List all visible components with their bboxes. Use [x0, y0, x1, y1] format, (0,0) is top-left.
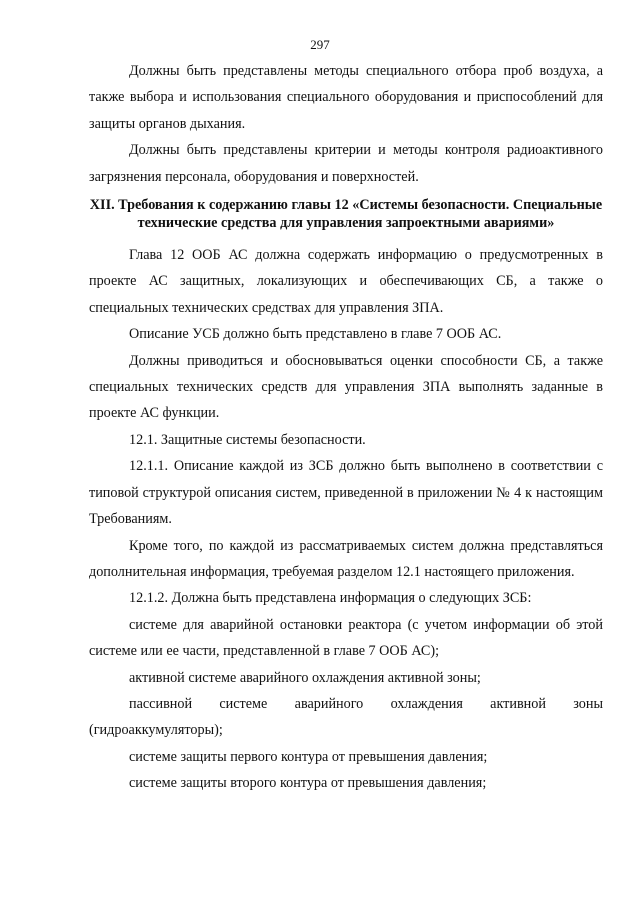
paragraph: Должны быть представлены критерии и методы контроля радиоактивного загрязнения персонала, оборудования и поверхностей. — [89, 142, 603, 185]
list-item: системе защиты первого контура от превышения давления; — [129, 748, 488, 765]
paragraph: Должны приводиться и обосновываться оценки способности СБ, а также специальных технических средств для управления ЗПА выполнять заданные в проекте АС функции. — [89, 352, 603, 422]
page-content — [89, 58, 603, 797]
paragraph: Описание УСБ должно быть представлено в главе 7 ООБ АС. — [129, 326, 502, 343]
section-heading: XII. Требования к содержанию главы 12 «Системы безопасности. Специальные технические средства для управления запроектными авариями» — [89, 197, 603, 231]
paragraph: Кроме того, по каждой из рассматриваемых систем должна представляться дополнительная информация, требуемая разделом 12.1 настоящего приложения. — [89, 537, 603, 580]
paragraph: Глава 12 ООБ АС должна содержать информацию о предусмотренных в проекте АС защитных, локализующих и обеспечивающих СБ, а также о специальных технических средствах для управления ЗПА. — [89, 247, 603, 316]
list-item: системе защиты второго контура от превышения давления; — [129, 775, 487, 792]
paragraph: Должны быть представлены методы специального отбора проб воздуха, а также выбора и использования специального оборудования и приспособлений для защиты органов дыхания. — [89, 63, 603, 132]
page-number: 297 — [310, 37, 330, 52]
paragraph: 12.1.1. Описание каждой из ЗСБ должно быть выполнено в соответствии с типовой структурой описания систем, приведенной в приложении № 4 к настоящим Требованиям. — [89, 458, 603, 528]
list-item: системе для аварийной остановки реактора (с учетом информации об этой системе или ее части, представленной в главе 7 ООБ АС); — [89, 616, 603, 660]
paragraph: 12.1.2. Должна быть представлена информация о следующих ЗСБ: — [129, 590, 532, 607]
list-item: пассивной системе аварийного охлаждения активной зоны (гидроаккумуляторы); — [89, 695, 603, 739]
paragraph: 12.1. Защитные системы безопасности. — [129, 431, 366, 448]
list-item: активной системе аварийного охлаждения активной зоны; — [129, 669, 481, 686]
